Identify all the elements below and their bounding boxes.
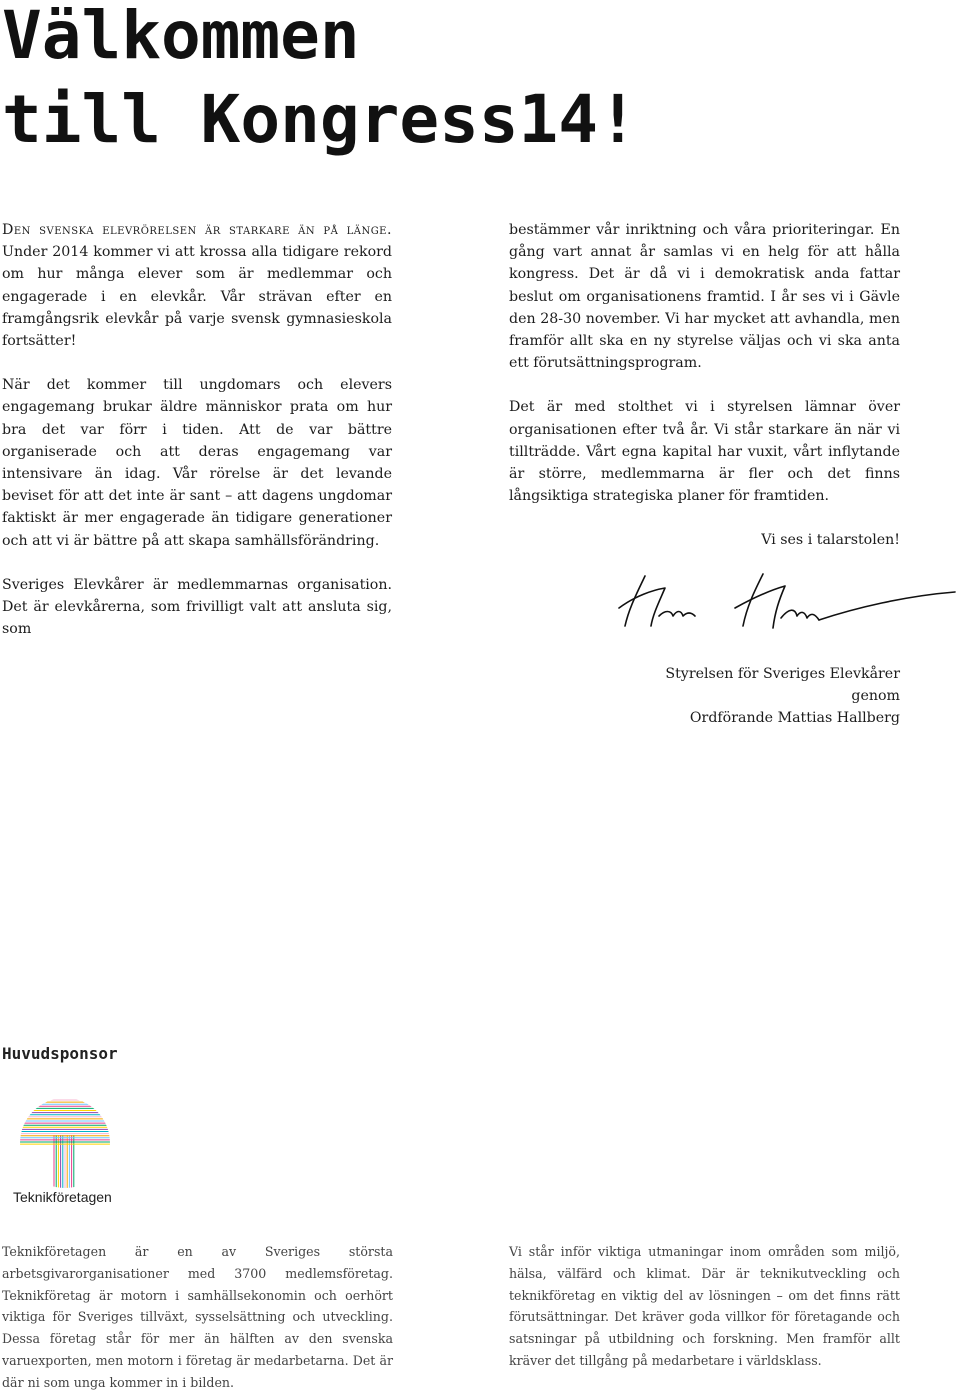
right-column <box>509 219 900 574</box>
signature-org: Styrelsen för Sveriges Elevkårer <box>665 666 900 682</box>
closing-line: Vi ses i talarstolen! <box>761 532 900 549</box>
logo-stripes <box>10 1100 130 1195</box>
signature-name: Ordförande Mattias Hallberg <box>689 710 900 727</box>
paragraph-engagement: När det kommer till ungdomars och elevers engagemang brukar äldre människor prata om hur bra det var förr i tiden. Att de var bättre organiserade och att deras engagemang var intensivare än idag. Vår rörelse är det levande beviset för att det inte är sant – att dagens ungdomar faktiskt är mer engagerade än tidigare generationer och att vi är bättre på att skapa samhällsförändring. <box>2 377 392 549</box>
intro-paragraph <box>2 219 392 352</box>
sponsor-text-right: Vi står inför viktiga utmaningar inom områden som miljö, hälsa, välfärd och klimat. Där är teknikutveckling och teknikföretag en viktig del av lösningen – om det finns rätt förutsättningar. Det kräver goda villkor för företagande och satsningar på utbildning och forskning. Men framför allt kräver det tillgång på medarbetare i världsklass. <box>509 1244 900 1368</box>
handwritten-signature <box>615 568 960 638</box>
signature-via: genom <box>851 688 900 705</box>
title-line-2: till Kongress14! <box>2 81 638 158</box>
title-line-1: Välkommen <box>2 0 360 74</box>
paragraph-congress: bestämmer vår inriktning och våra prioriteringar. En gång vart annat år samlas vi en helg för att hålla kongress. Det är då vi i demokratisk anda fattar beslut om organisationens framtid. I år ses vi i Gävle den 28-30 november. Vi har mycket att avhandla, men framför allt ska en ny styrelse väljas och vi ska anta ett förutsättningsprogram. <box>509 222 900 372</box>
intro-rest: Under 2014 kommer vi att krossa alla tidigare rekord om hur många elever som är medlemmar och engagerade i en elevkår. Vår strävan efter en framgångsrik elevkår på varje svensk gymnasieskola fortsätter! <box>2 244 392 350</box>
page-title <box>2 0 638 162</box>
paragraph-board: Det är med stolthet vi i styrelsen lämnar över organisationen efter två år. Vi står starkare än när vi tillträdde. Vårt egna kapital har vuxit, vårt inflytande är större, medlemmarna är fler och det finns långsiktiga strategiska planer för framtiden. <box>509 399 900 505</box>
sponsor-text-left: Teknikföretagen är en av Sveriges största arbetsgivarorganisationer med 3700 medlemsföretag. Teknikföretag är motorn i samhällsekonomin och oerhört viktiga för Sveriges tillväxt, sysselsättning och utveckling. Dessa företag står för mer än hälften av den svenska varuexporten, men motorn i företag är medarbetarna. Det är där ni som unga kommer in i bilden. <box>2 1244 393 1390</box>
left-column <box>2 219 392 662</box>
sponsor-heading: Huvudsponsor <box>2 1044 118 1063</box>
intro-lead: Den svenska elevrörelsen är starkare än på länge. <box>2 222 392 238</box>
paragraph-organisation: Sveriges Elevkårer är medlemmarnas organisation. Det är elevkårerna, som frivilligt valt att ansluta sig, som <box>2 576 392 638</box>
signature-block <box>560 663 900 730</box>
sponsor-logo-name: Teknikföretagen <box>13 1189 112 1205</box>
